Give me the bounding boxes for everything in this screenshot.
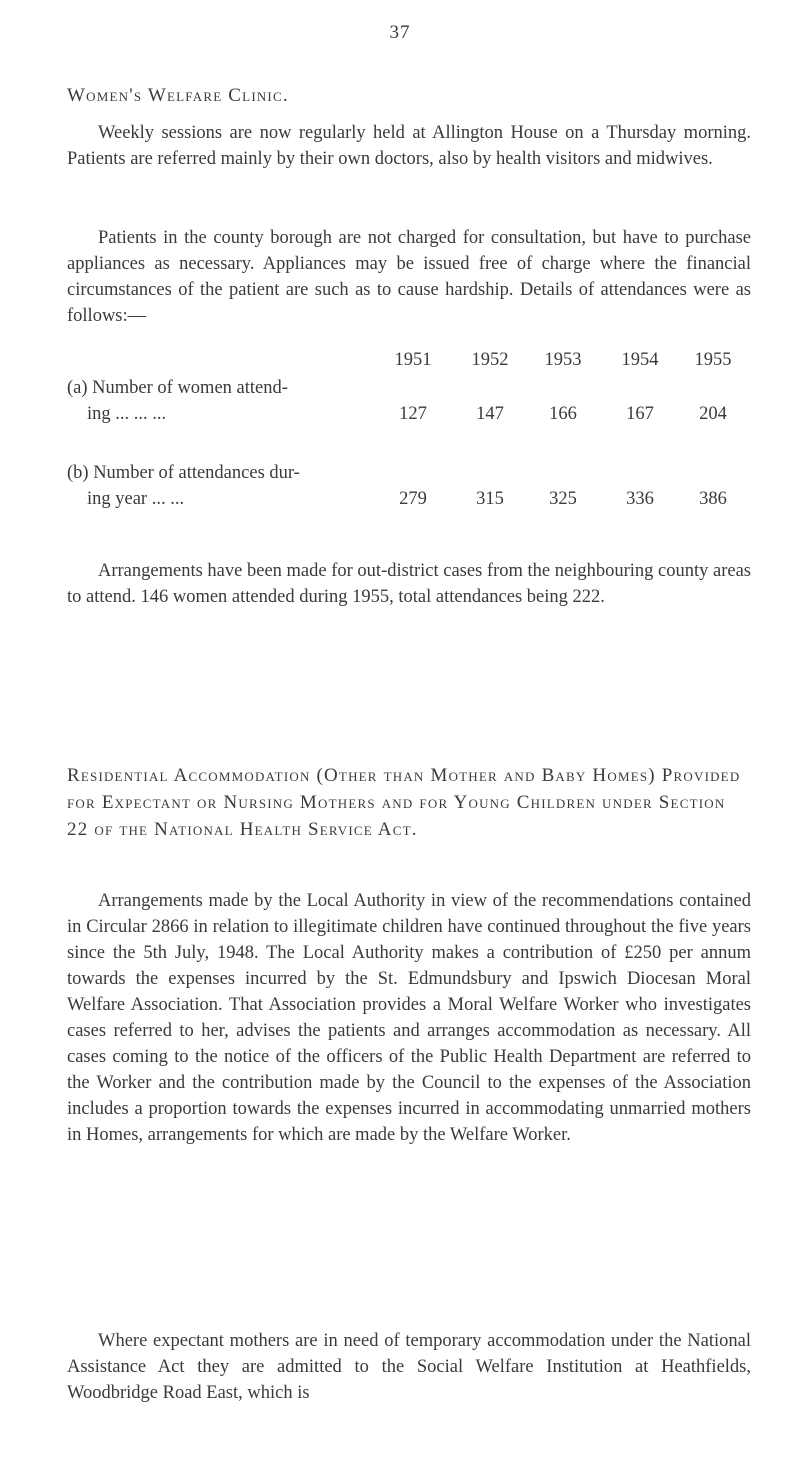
paragraph-expectant-mothers: Where expectant mothers are in need of temporary accommodation under the National Assistance Act they are admitted to the Social Welfare Institution at Heathfields, Woodbridge Road East, which is: [67, 1331, 751, 1403]
table-cell: 325: [549, 489, 577, 509]
table-cell: 336: [626, 489, 654, 509]
table-cell: 167: [626, 404, 654, 424]
paragraph-local-authority-arrangements: Arrangements made by the Local Authority in view of the recommendations contained in Circular 2866 in relation to illegitimate children have continued throughout the five years since the 5th July, 1948. The Local Authority makes a contribution of £250 per annum towards the expenses incurred by the St. Edmundsbury and Ipswich Diocesan Moral Welfare Association. That Association provides a Moral Welfare Worker who investigates cases referred to her, advises the patients and arranges accommodation as necessary. All cases coming to the notice of the officers of the Public Health Department are referred to the Worker and the contribution made by the Council to the expenses of the Association includes a proportion towards the expenses incurred in accommodating unmarried mothers in Homes, arrangements for which are made by the Welfare Worker.: [67, 891, 751, 1145]
year-header: 1952: [471, 350, 509, 370]
table-cell: 315: [476, 489, 504, 509]
page-number: 37: [389, 22, 411, 43]
section-heading-womens-welfare-clinic: Women's Welfare Clinic.: [67, 85, 289, 106]
row-label-attendances: (b) Number of attendances dur-: [67, 463, 300, 483]
paragraph-weekly-sessions: Weekly sessions are now regularly held at Allington House on a Thursday morning. Patients are referred mainly by their own doctors, also by health visitors and midwives.: [67, 123, 751, 169]
table-cell: 386: [699, 489, 727, 509]
table-cell: 127: [399, 404, 427, 424]
attendance-table: [67, 350, 751, 540]
row-label-attendances-cont: ing year ... ...: [87, 489, 185, 509]
row-label-women-attending: (a) Number of women attend-: [67, 378, 288, 398]
year-header: 1953: [544, 350, 582, 370]
table-cell: 279: [399, 489, 427, 509]
paragraph-out-district: Arrangements have been made for out-district cases from the neighbouring county areas to attend. 146 women attended during 1955, total attendances being 222.: [67, 561, 751, 607]
year-header: 1954: [621, 350, 659, 370]
row-label-women-attending-cont: ing ... ... ...: [87, 404, 167, 424]
paragraph-patients-charges: Patients in the county borough are not charged for consultation, but have to purchase appliances as necessary. Appliances may be issued free of charge where the financial circumstances of the patient are such as to cause hardship. Details of attendances were as follows:—: [67, 228, 751, 326]
table-cell: 147: [476, 404, 504, 424]
section-heading-residential-accommodation: Residential Accommodation (Other than Mother and Baby Homes) Provided for Expectant or Nursing Mothers and for Young Children under Section 22 of the National Health Service Act.: [67, 765, 741, 840]
table-cell: 204: [699, 404, 727, 424]
year-header: 1955: [694, 350, 732, 370]
year-header: 1951: [394, 350, 432, 370]
table-cell: 166: [549, 404, 577, 424]
